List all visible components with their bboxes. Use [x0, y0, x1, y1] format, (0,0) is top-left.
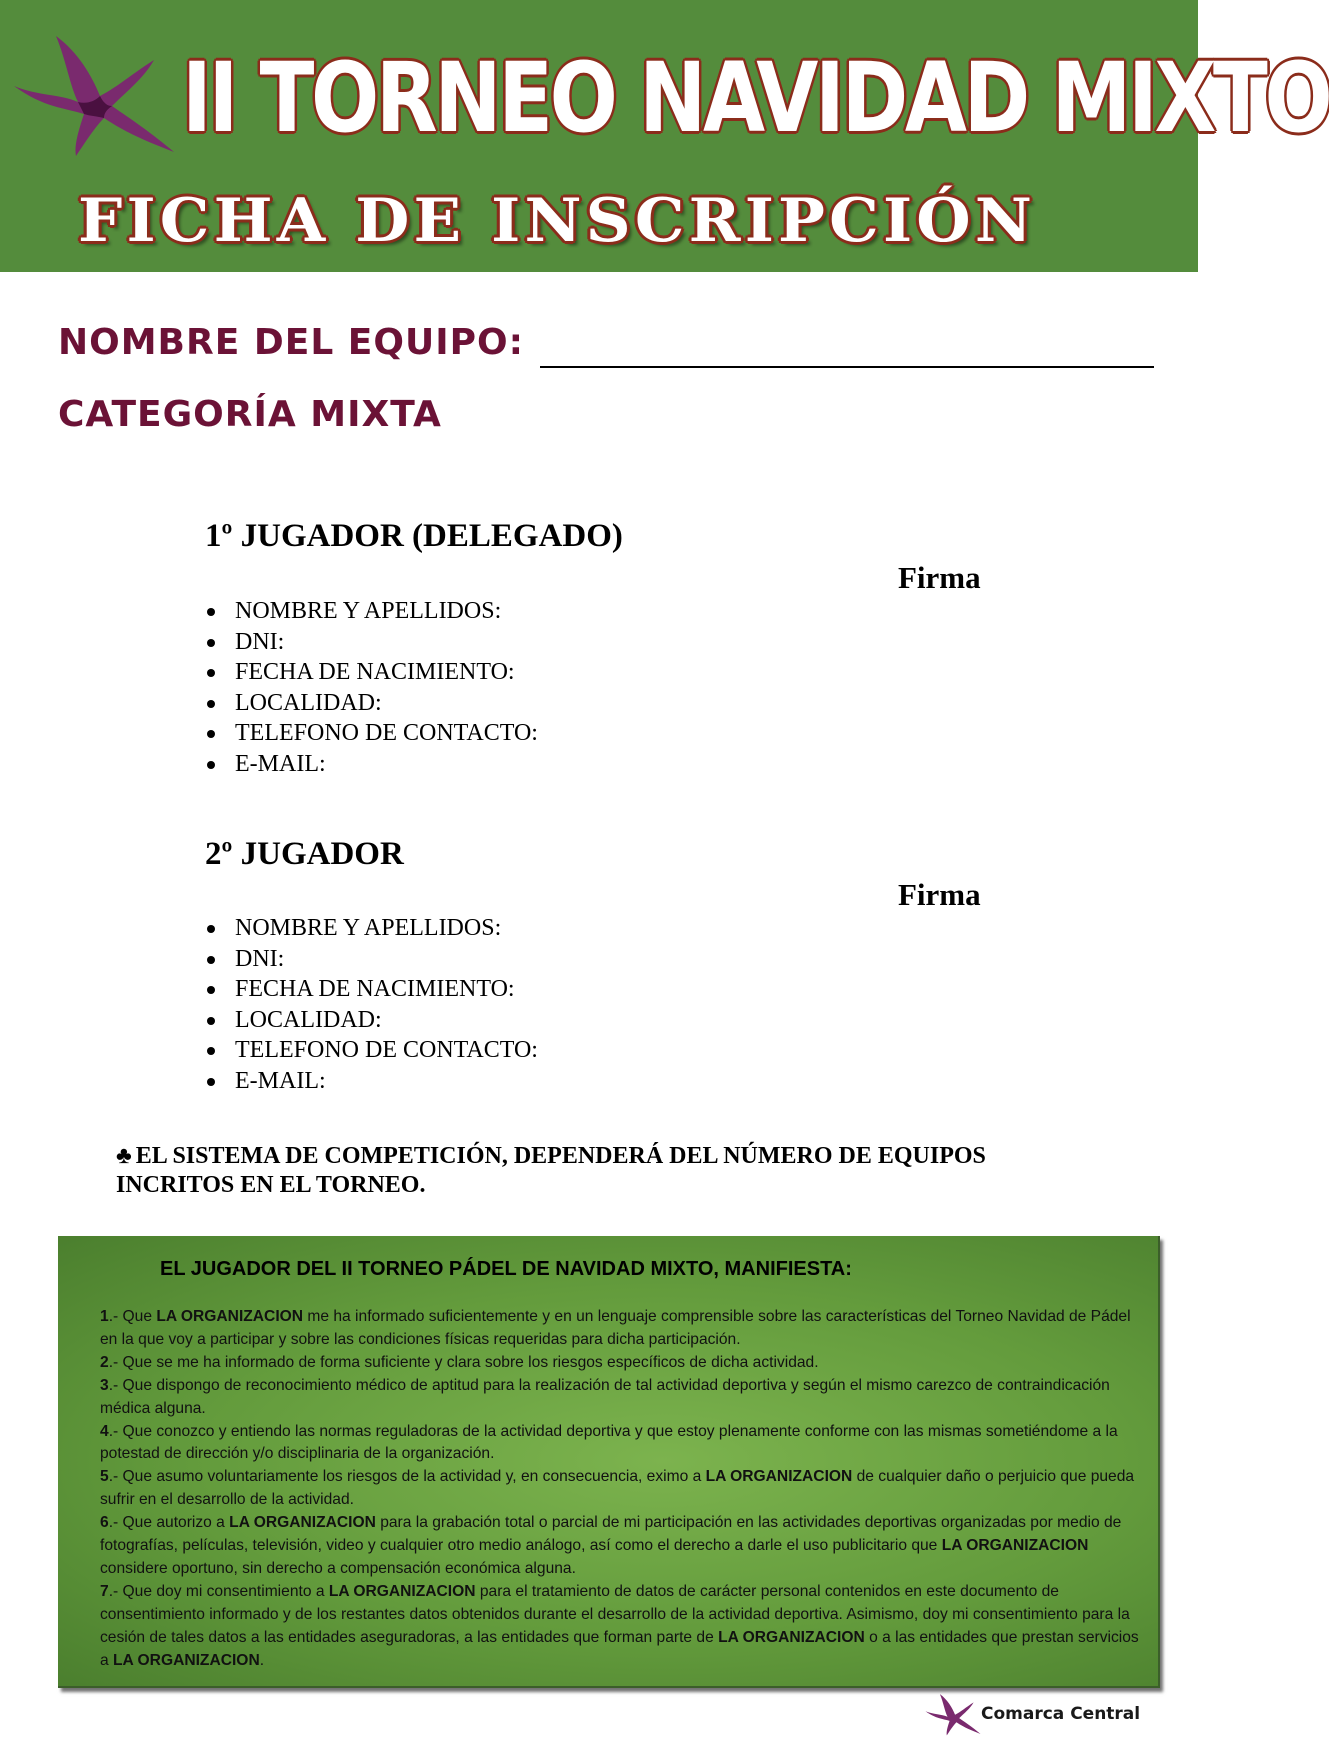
club-suit-icon: ♣: [116, 1143, 132, 1169]
declaration-clause-3: [100, 1375, 1150, 1421]
header-banner: [0, 0, 1329, 272]
declaration-clause-7: [100, 1581, 1150, 1673]
comarca-logo-icon: [8, 30, 180, 158]
clause-text: .- Que se me ha informado de forma suficiente y clara sobre los riesgos específicos de dicha actividad.: [108, 1353, 819, 1371]
clause-org-name: LA ORGANIZACION: [941, 1537, 1089, 1555]
field-fecha-nacimiento: FECHA DE NACIMIENTO:: [205, 974, 538, 1005]
declaration-clause-4: [100, 1421, 1150, 1467]
player-1-title: 1º JUGADOR (DELEGADO): [205, 518, 623, 554]
field-localidad: LOCALIDAD:: [205, 688, 538, 719]
clause-org-name: LA ORGANIZACION: [113, 1651, 260, 1669]
player-2-title: 2º JUGADOR: [205, 836, 404, 872]
declaration-clause-2: [100, 1352, 1150, 1375]
clause-number: 1: [100, 1308, 109, 1325]
clause-number: 6: [100, 1514, 109, 1532]
comarca-logo-icon: [922, 1692, 984, 1736]
clause-org-name: LA ORGANIZACION: [156, 1308, 304, 1325]
clause-number: 2: [100, 1353, 109, 1371]
clause-text: .: [259, 1651, 265, 1669]
clause-text: de cualquier daño o perjuicio que pueda sufrir en el desarrollo de la actividad.: [100, 1468, 1135, 1509]
tournament-title: II TORNEO NAVIDAD MIXTO: [182, 42, 1329, 154]
form-subtitle: FICHA DE INSCRIPCIÓN: [78, 186, 1037, 256]
clause-text: .- Que: [108, 1308, 157, 1325]
team-name-label: NOMBRE DEL EQUIPO:: [58, 322, 524, 363]
clause-text: .- Que asumo voluntariamente los riesgos de la actividad y, en consecuencia, eximo a: [108, 1468, 706, 1486]
clause-text: considere oportuno, sin derecho a compensación económica alguna.: [100, 1559, 576, 1577]
player-2-signature-label: Firma: [898, 877, 981, 912]
clause-org-name: LA ORGANIZACION: [705, 1468, 853, 1486]
declaration-clause-1: [100, 1306, 1150, 1352]
clause-text: para la grabación total o parcial de mi participación en las actividades deportivas organizadas por medio de fotografías, películas, televisión, video y cualquier otro medio análogo, así como el derecho a darle el uso publicitario que: [100, 1514, 1122, 1555]
clause-number: 7: [100, 1582, 109, 1600]
clause-number: 3: [100, 1376, 109, 1394]
clause-text: .- Que dispongo de reconocimiento médico de aptitud para la realización de tal actividad deportiva y según el mismo carezco de contraindicación médica alguna.: [100, 1376, 1110, 1417]
clause-text: .- Que doy mi consentimiento a: [108, 1582, 329, 1600]
player-1-signature-label: Firma: [898, 560, 981, 595]
clause-text: .- Que autorizo a: [108, 1514, 230, 1532]
clause-text: .- Que conozco y entiendo las normas reguladoras de la actividad deportiva y que estoy plenamente conforme con las mismas sometiéndome a la potestad de dirección y/o disciplinaria de la organización.: [100, 1422, 1118, 1463]
field-nombre: NOMBRE Y APELLIDOS:: [205, 913, 538, 944]
field-telefono: TELEFONO DE CONTACTO:: [205, 718, 538, 749]
player-1-fields: [205, 596, 538, 780]
clause-org-name: LA ORGANIZACION: [718, 1628, 865, 1646]
field-nombre: NOMBRE Y APELLIDOS:: [205, 596, 538, 627]
competition-note: [116, 1142, 1076, 1200]
footer-brand: Comarca Central: [981, 1704, 1141, 1724]
field-email: E-MAIL:: [205, 1066, 538, 1097]
field-dni: DNI:: [205, 627, 538, 658]
clause-number: 5: [100, 1468, 109, 1486]
field-localidad: LOCALIDAD:: [205, 1005, 538, 1036]
declaration-clause-6: [100, 1512, 1150, 1581]
clause-text: para el tratamiento de datos de carácter personal contenidos en este documento de consentimiento informado y de los restantes datos obtenidos durante el desarrollo de la actividad deportiva. Asimismo, doy mi consentimiento para la cesión de tales datos a las entidades aseguradoras, a las entidades que forman parte de: [100, 1582, 1130, 1646]
field-telefono: TELEFONO DE CONTACTO:: [205, 1035, 538, 1066]
declaration-title: EL JUGADOR DEL II TORNEO PÁDEL DE NAVIDAD MIXTO, MANIFIESTA:: [160, 1258, 852, 1280]
clause-text: me ha informado suficientemente y en un lenguaje comprensible sobre las características del Torneo Navidad de Pádel en la que voy a participar y sobre las condiciones físicas requeridas para dicha participación.: [100, 1308, 1131, 1348]
clause-text: o a las entidades que prestan servicios a: [100, 1628, 1139, 1669]
declaration-clauses: [100, 1306, 1150, 1673]
declaration-clause-5: [100, 1466, 1150, 1512]
clause-org-name: LA ORGANIZACION: [328, 1582, 476, 1600]
competition-note-text: EL SISTEMA DE COMPETICIÓN, DEPENDERÁ DEL NÚMERO DE EQUIPOS INCRITOS EN EL TORNEO.: [116, 1143, 986, 1198]
field-dni: DNI:: [205, 944, 538, 975]
player-2-fields: [205, 913, 538, 1097]
field-email: E-MAIL:: [205, 749, 538, 780]
clause-org-name: LA ORGANIZACION: [229, 1514, 376, 1532]
field-fecha-nacimiento: FECHA DE NACIMIENTO:: [205, 657, 538, 688]
category-label: CATEGORÍA MIXTA: [58, 394, 442, 435]
clause-number: 4: [100, 1422, 109, 1440]
team-name-field[interactable]: [540, 366, 1154, 368]
